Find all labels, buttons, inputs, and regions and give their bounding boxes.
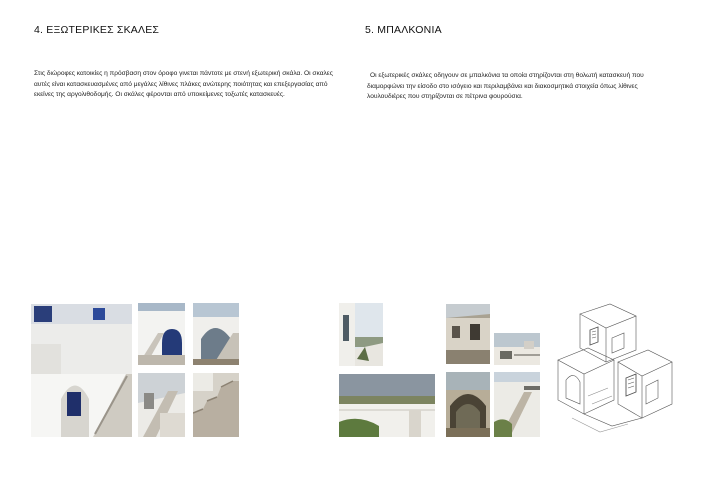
section-heading-stairs: 4. ΕΞΩΤΕΡΙΚΕΣ ΣΚΑΛΕΣ bbox=[34, 24, 160, 36]
section-heading-balconies: 5. ΜΠΑΛΚΟΝΙΑ bbox=[365, 24, 442, 36]
exterior-stair-balcony-photo bbox=[494, 372, 540, 437]
arch-vault-photo bbox=[446, 372, 490, 437]
white-house-stair-photo bbox=[31, 304, 132, 437]
axonometric-house-drawing bbox=[552, 300, 678, 442]
stair-detail-photo bbox=[138, 373, 185, 437]
stairs-description: Στις διώροφες κατοικίες η πρόσβαση στον όροφο γινεται πάντοτε με στενή εξωτερική σκάλα. Οι σκαλες αυτές είναι κατασκευασμένες από μεγάλες λίθινες πλάκες ανώτερης ποιότητας και επεξεργασίας από εκείνες της αργολιθοδομής. Οι σκάλες φέρονται από υποκείμενες τοξωτές κατασκευές. bbox=[34, 70, 333, 99]
arched-stair-photo bbox=[193, 303, 239, 365]
balcony-rail-photo bbox=[494, 333, 540, 365]
stone-steps-photo bbox=[193, 373, 239, 437]
ruined-house-photo bbox=[446, 304, 490, 364]
blue-door-stair-photo bbox=[138, 303, 185, 365]
balcony-view-photo bbox=[339, 303, 383, 366]
landscape-balcony-photo bbox=[339, 374, 435, 437]
balconies-description: Οι εξωτερικές σκάλες οδηγουν σε μπαλκόνια τα οποία στηρίζονται στη θολωτή κατασκευή που διαμορφώνει την είσοδο στο ισόγειο και περιλαμβάνει και διακοσμητικά στοιχεία όπως λίθινες λουλουδιέρες που στηρίζονται σε πέτρινα φουρούσια. bbox=[367, 72, 644, 101]
